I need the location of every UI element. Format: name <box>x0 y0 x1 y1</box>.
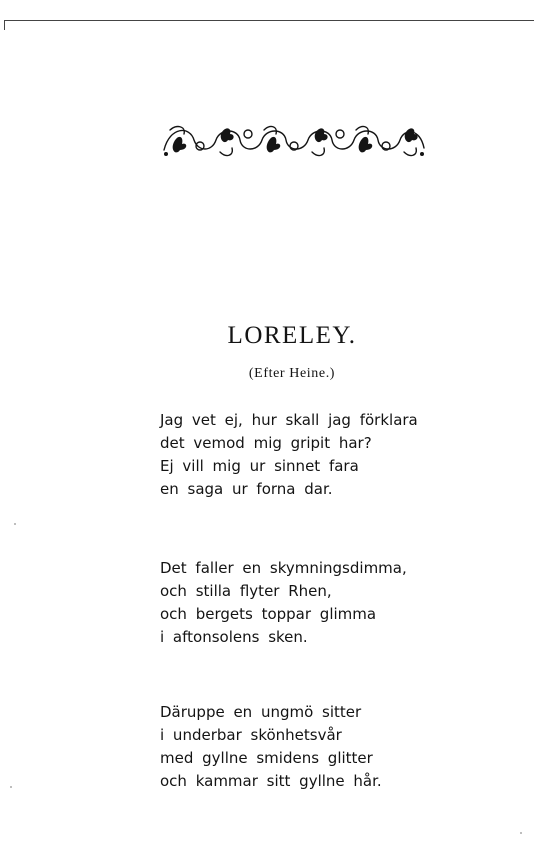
poem-line: i underbar skönhetsvår <box>160 726 342 744</box>
stanza-2 <box>160 557 460 649</box>
poem-line: och bergets toppar glimma <box>160 605 377 623</box>
poem-line: Ej vill mig ur sinnet fara <box>160 457 359 475</box>
poem-line: Det faller en skymningsdimma, <box>160 559 407 577</box>
poem-line: det vemod mig gripit har? <box>160 434 372 452</box>
poem-line: Däruppe en ungmö sitter <box>160 703 362 721</box>
top-rule <box>4 20 534 21</box>
poem-line: en saga ur forna dar. <box>160 480 333 498</box>
paper-speck <box>10 786 12 788</box>
stanza-3 <box>160 701 460 793</box>
floral-scroll-ornament-icon <box>160 120 428 160</box>
poem-line: Jag vet ej, hur skall jag förklara <box>160 411 418 429</box>
poem-line: med gyllne smidens glitter <box>160 749 373 767</box>
poem-line: i aftonsolens sken. <box>160 628 308 646</box>
poem-title: LORELEY. <box>227 322 357 349</box>
top-rule-tick <box>4 20 5 30</box>
paper-speck <box>520 832 522 834</box>
poem-subtitle: (Efter Heine.) <box>248 366 336 381</box>
stanza-1 <box>160 409 460 501</box>
poem-line: och stilla flyter Rhen, <box>160 582 332 600</box>
poem-line: och kammar sitt gyllne hår. <box>160 772 382 790</box>
paper-speck <box>14 523 16 525</box>
